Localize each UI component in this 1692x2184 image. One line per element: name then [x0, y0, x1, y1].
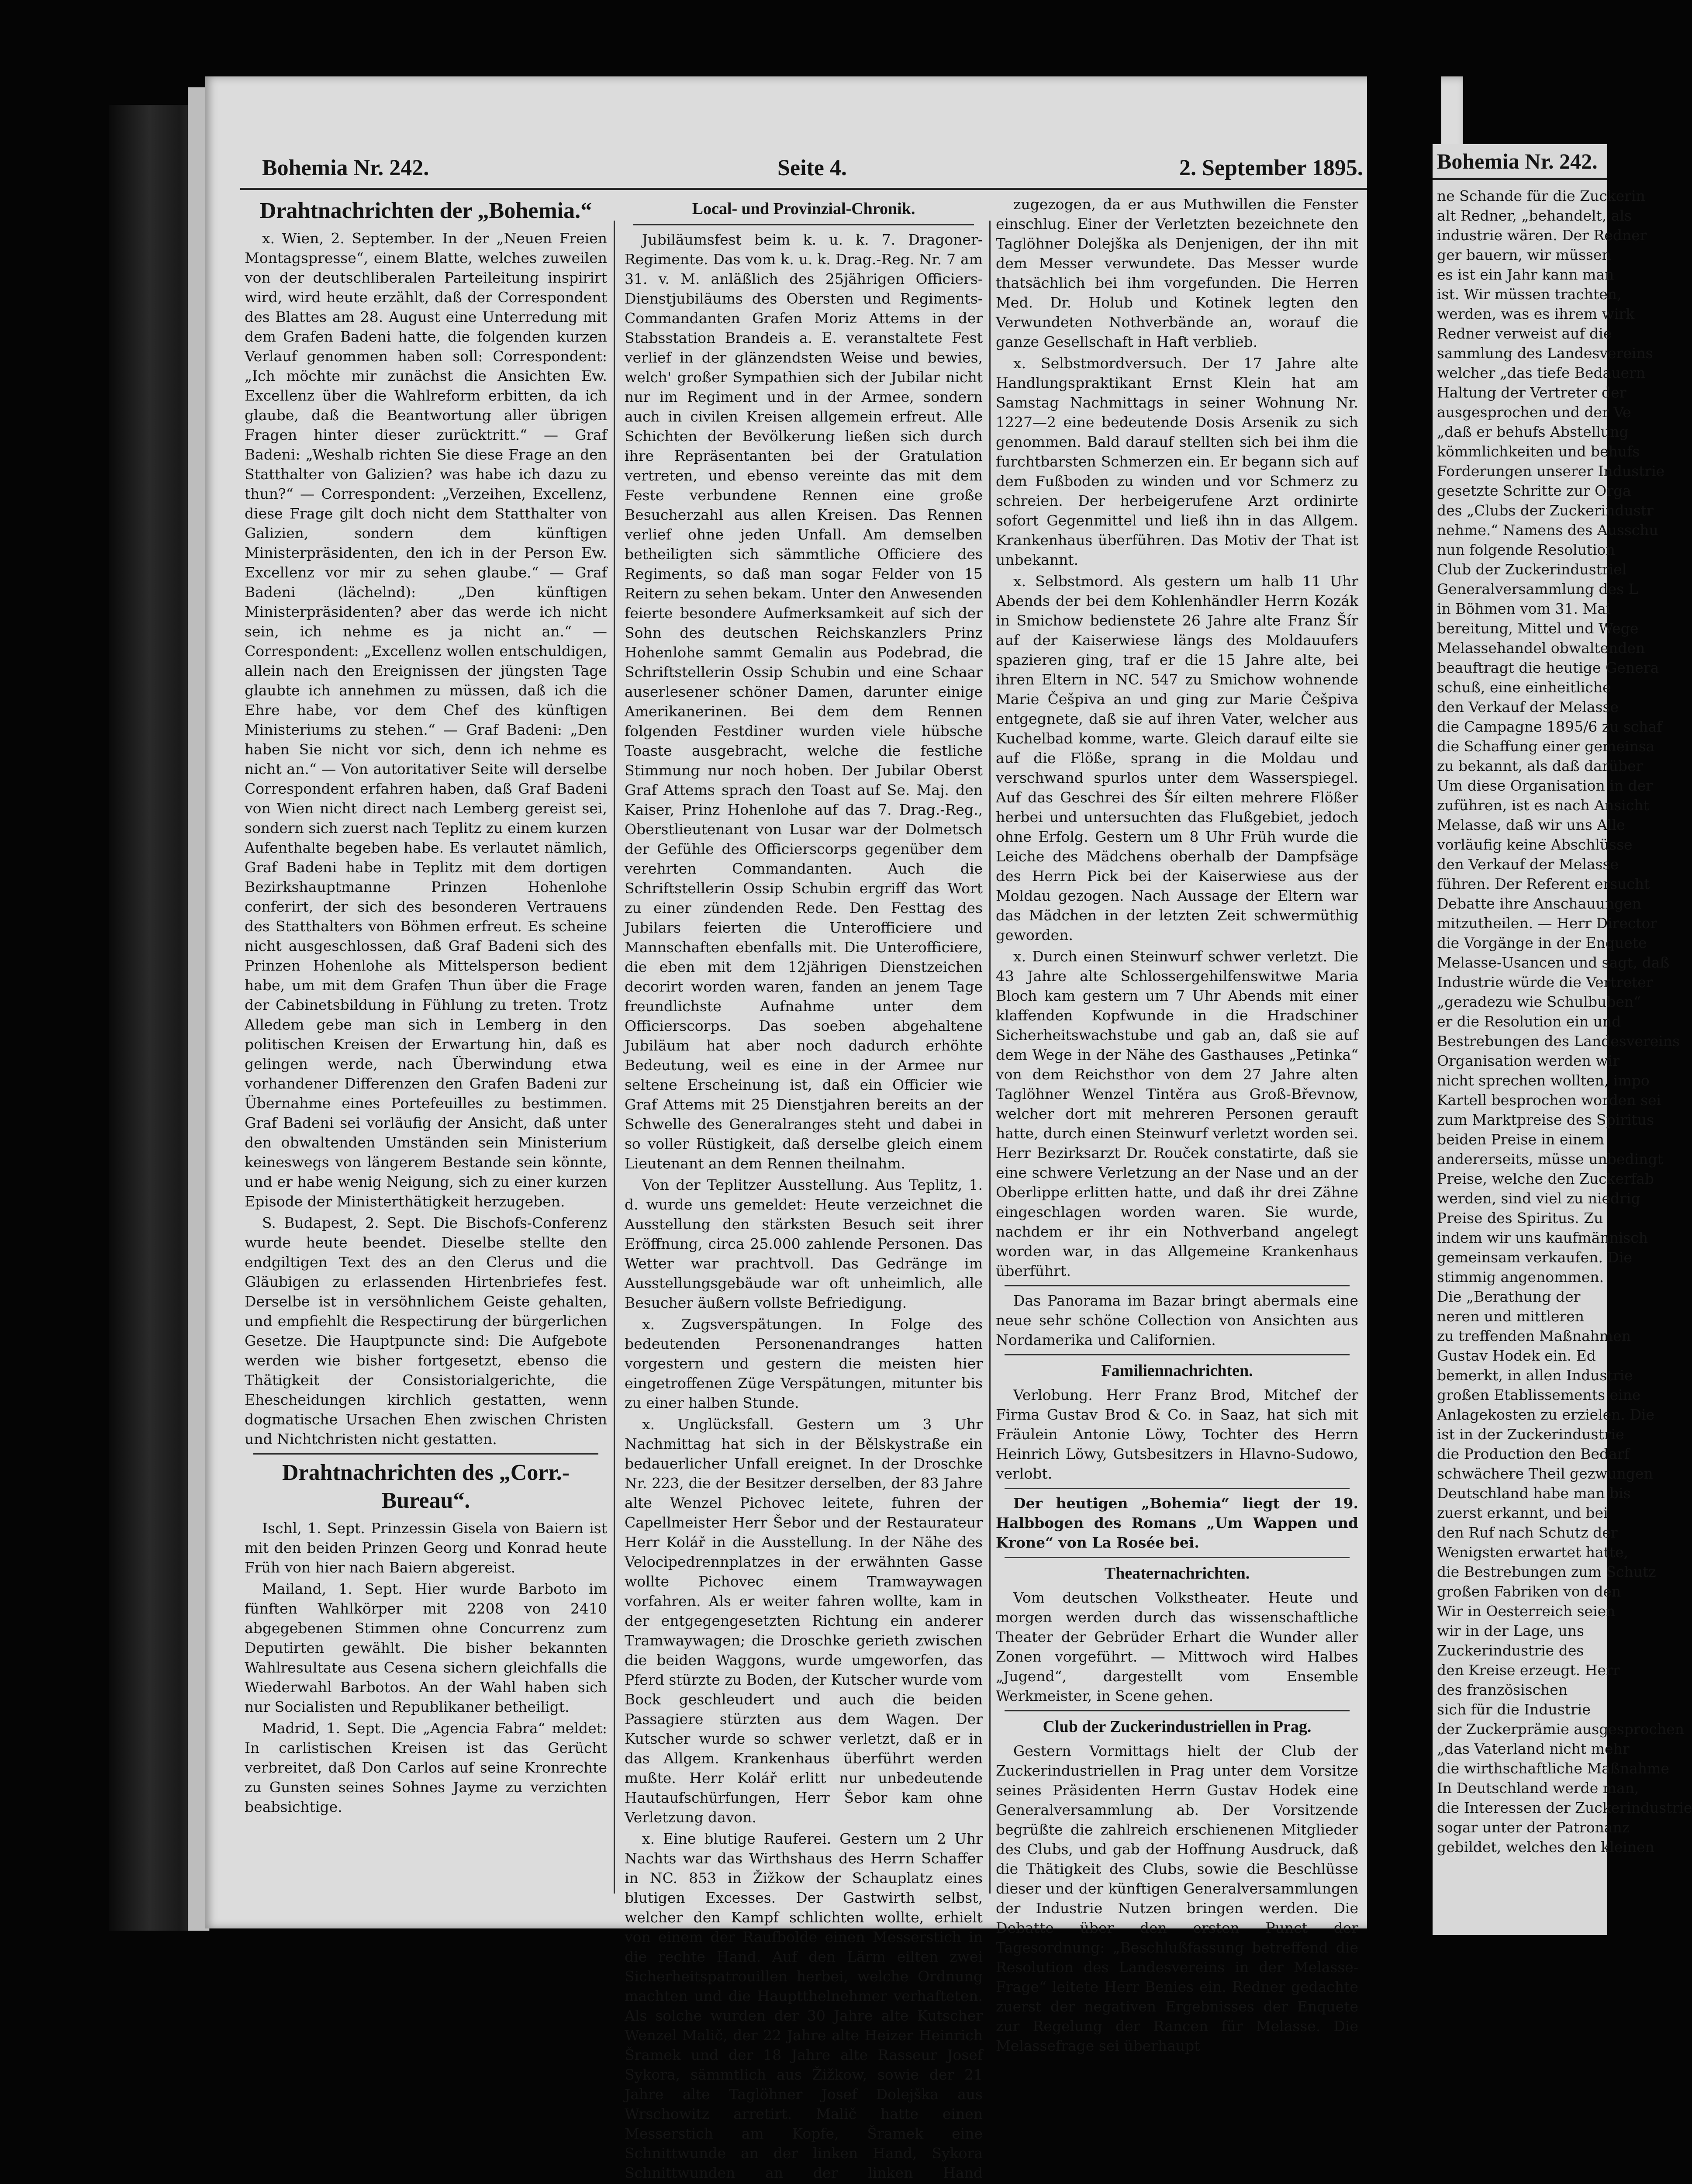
next-page-line: gebildet, welches den kleinen — [1437, 1838, 1654, 1856]
next-page-line: sogar unter der Patronanz — [1437, 1819, 1630, 1836]
next-page-rule — [1433, 178, 1607, 180]
next-page-line: den Verkauf der Melasse — [1437, 856, 1619, 873]
next-page-line: Die „Berathung der — [1437, 1288, 1581, 1305]
section-heading: Drahtnachrichten des „Corr.-Bureau“. — [282, 1460, 570, 1513]
column-divider-1 — [614, 221, 615, 1894]
next-page-line: industrie wären. Der Redner — [1437, 227, 1647, 244]
section-heading: Local- und Provinzial-Chronik. — [692, 200, 915, 218]
divider — [1005, 1557, 1350, 1558]
next-page-line: neren und mittleren — [1437, 1308, 1584, 1325]
article-paragraph: Verlobung. Herr Franz Brod, Mitchef der Firma Gustav Brod & Co. in Saaz, hat sich mit Fräulein Antonie Löwy, Tochter des Herrn Heinrich Löwy, Gutsbesitzers in Hlavno-Sudowo, verlobt. — [996, 1386, 1358, 1482]
divider — [1005, 1285, 1350, 1286]
next-page-line: Haltung der Vertreter der — [1437, 384, 1626, 401]
header-rule — [240, 188, 1446, 190]
next-page-line: bereitung, Mittel und Wege — [1437, 620, 1639, 637]
next-page-line: sich für die Industrie — [1437, 1701, 1591, 1718]
next-page-text — [1433, 186, 1692, 1857]
article-paragraph: Vom deutschen Volkstheater. Heute und morgen werden durch das wissenschaftliche Theater der Gebrüder Erhart die Wunder aller Zonen vorgeführt. — Mittwoch wird Halbes „Jugend“, dargestellt vom Ensemble Werkmeister, in Scene gehen. — [996, 1589, 1358, 1704]
next-page-line: zum Marktpreise des Spiritus — [1437, 1111, 1654, 1128]
next-page-strip — [1433, 144, 1692, 1935]
divider — [633, 224, 974, 225]
next-page-line: kömmlichkeiten und behufs — [1437, 443, 1640, 460]
next-page-line: großen Fabriken von den — [1437, 1583, 1621, 1600]
next-page-line: gemeinsam verkaufen. Die — [1437, 1249, 1633, 1266]
next-page-line: stimmig angenommen. — [1437, 1268, 1604, 1286]
next-page-line: er die Resolution ein und — [1437, 1013, 1621, 1030]
next-page-line: in Böhmen vom 31. Mai — [1437, 600, 1611, 617]
next-page-line: werden, was es ihrem wirk — [1437, 305, 1635, 322]
next-page-line: beiden Preise in einem — [1437, 1131, 1605, 1148]
article-paragraph: Madrid, 1. Sept. Die „Agencia Fabra“ meldet: In carlistischen Kreisen ist das Gerücht verbreitet, daß Don Carlos auf seine Kronrechte zu Gunsten seines Sohnes Jayme zu verzichten beabsichtige. — [245, 1720, 607, 1815]
header-left: Bohemia Nr. 242. — [262, 156, 429, 180]
next-page-line: Industrie würde die Vertreter — [1437, 974, 1653, 991]
next-page-line: schwächere Theil gezwungen — [1437, 1465, 1653, 1482]
article-paragraph: x. Wien, 2. September. In der „Neuen Freien Montagspresse“, einem Blatte, welches zuweilen von der deutschliberalen Parteileitung inspirirt wird, wird heute erzählt, daß der Correspondent des Blattes am 28. August eine Unterredung mit dem Grafen Badeni hatte, die folgenden kurzen Verlauf genommen haben soll: Correspondent: „Ich möchte mir zunächst die Ansichten Ew. Excellenz über die Wahlreform erbitten, da ich glaube, daß die Beantwortung aller übrigen Fragen hinter dieser zurücktritt.“ — Graf Badeni: „Weshalb richten Sie diese Frage an den Statthalter von Galizien? was habe ich dazu zu thun?“ — Correspondent: „Verzeihen, Excellenz, diese Frage gilt doch nicht dem Statthalter von Galizien, sondern dem künftigen Ministerpräsidenten, den ich in der Person Ew. Excellenz vor mir zu sehen glaube.“ — Graf Badeni (lächelnd): „Den künftigen Ministerpräsidenten? aber das werde ich nicht sein, ich nehme es ja nicht an.“ — Correspondent: „Excellenz wollen entschuldigen, allein nach den Ereignissen der jüngsten Tage glaubte ich annehmen zu müssen, daß ich die Ehre habe, vor dem Chef des künftigen Ministeriums zu stehen.“ — Graf Badeni: „Den haben Sie nicht vor sich, denn ich nehme es nicht an.“ — Von autoritativer Seite will derselbe Correspondent erfahren haben, daß Graf Badeni von Wien nicht direct nach Lemberg gereist sei, sondern sich zuerst nach Teplitz zu einem kurzen Aufenthalte begeben habe. Es verlautet nämlich, Graf Badeni habe in Teplitz mit dem dortigen Bezirkshauptmanne Prinzen Hohenlohe conferirt, der sich des besonderen Vertrauens des Statthalters von Böhmen erfreut. Es scheine nicht ausgeschlossen, daß Graf Badeni sich des Prinzen Hohenlohe als Mittelsperson bedient habe, um mit dem Grafen Thun über die Frage der Cabinetsbildung in Fühlung zu treten. Trotz Alledem gebe man sich in Lemberg in den politischen Kreisen der Erwartung hin, daß es gelingen werde, nach Überwindung etwa vorhandener Differenzen den Grafen Badeni zur Übernahme eines Portefeuilles zu bestimmen. Graf Badeni sei vorläufig der Ansicht, daß unter den obwaltenden Umständen sein Ministerium keineswegs von längerem Bestande sein könnte, und er habe wenig Neigung, sich zu einer kurzen Episode der Ministerthätigkeit herzugeben. — [245, 230, 607, 1210]
notice-paragraph: Der heutigen „Bohemia“ liegt der 19. Halbbogen des Romans „Um Wappen und Krone“ von La Rosée bei. — [996, 1495, 1358, 1551]
next-page-line: Redner verweist auf die — [1437, 325, 1612, 342]
next-page-line: Preise, welche den Zuckerfab — [1437, 1170, 1654, 1187]
article-paragraph: Gestern Vormittags hielt der Club der Zuckerindustriellen in Prag unter dem Vorsitze seines Präsidenten Herrn Gustav Hodek eine Generalversammlung ab. Der Vorsitzende begrüßte die zahlreich erschienenen Mitglieder des Clubs, und gab der Hoffnung Ausdruck, daß die Thätigkeit des Clubs, sowie die Beschlüsse dieser und der künftigen Generalversammlungen der Industrie Nutzen bringen werden. Die Debatte über den ersten Punct der Tagesordnung: „Beschlußfassung betreffend die Resolution des Landesvereins in der Melasse-Frage“ leitete Herr Benies ein. Redner gedachte zuerst der negativen Ergebnisses der Enquete zur Regelung der Rancen für Melasse. Die Melassefrage sei überhaupt — [996, 1742, 1358, 2054]
next-page-line: führen. Der Referent ersucht — [1437, 875, 1650, 892]
column-3 — [996, 194, 1358, 2054]
article-paragraph: x. Selbstmord. Als gestern um halb 11 Uhr Abends der bei dem Kohlenhändler Herrn Kozák in Smichow bedienstete 26 Jahre alte Franz Šír auf der Kaiserwiese längs des Moldauufers spazieren ging, traf er die 15 Jahre alte, bei ihren Eltern in NC. 547 zu Smichow wohnende Marie Češpiva an und ging zur Marie Češpiva entgegnete, daß sie auf ihren Vater, welcher aus Kuchelbad komme, warte. Gleich darauf eilte sie auf die Flöße, sprang in die Moldau und verschwand spurlos unter dem Wasserspiegel. Auf das Geschrei des Šír eilten mehrere Flößer herbei und untersuchten das Flußgebiet, jedoch ohne Erfolg. Gestern um 8 Uhr Früh wurde die Leiche des Mädchens oberhalb der Dampfsäge des Herrn Pick bei der Kaiserwiese aus der Moldau gezogen. Nach Aussage der Eltern war das Mädchen in der letzten Zeit schwermüthig geworden. — [996, 573, 1358, 943]
divider — [1005, 1354, 1350, 1355]
next-page-line: „das Vaterland nicht mehr — [1437, 1740, 1630, 1757]
next-page-line: den Ruf nach Schutz der — [1437, 1524, 1618, 1541]
section-heading: Theaternachrichten. — [1104, 1564, 1250, 1583]
next-page-line: des „Clubs der Zuckerindustr — [1437, 502, 1654, 519]
next-page-line: die Bestrebungen zum Schutz — [1437, 1563, 1656, 1580]
next-page-line: des französischen — [1437, 1681, 1568, 1698]
article-paragraph: x. Zugsverspätungen. In Folge des bedeutenden Personenandranges hatten vorgestern und gestern die meisten hier eingetroffenen Züge Verspätungen, mitunter bis zu einer halben Stunde. — [625, 1316, 983, 1411]
article-paragraph: zugezogen, da er aus Muthwillen die Fenster einschlug. Einer der Verletzten bezeichnete den Taglöhner Dolejška als Denjenigen, der ihn mit dem Messer verwundete. Das Messer wurde thatsächlich bei ihm vorgefunden. Die Herren Med. Dr. Holub und Kotinek legten den Verwundeten Nothverbände an, worauf die ganze Gesellschaft in Haft verblieb. — [996, 196, 1358, 350]
next-page-line: Melasse-Usancen und sagt, daß — [1437, 954, 1670, 971]
divider — [253, 1453, 598, 1455]
next-page-line: nicht sprechen wollten, impo — [1437, 1072, 1650, 1089]
next-page-line: die Vorgänge in der Enquete — [1437, 934, 1647, 951]
next-page-line: die Interessen der Zuckerindustrie — [1437, 1799, 1692, 1816]
next-page-header: Bohemia Nr. 242. — [1437, 149, 1598, 173]
next-page-line: welcher „das tiefe Bedauern — [1437, 364, 1646, 381]
article-paragraph: S. Budapest, 2. Sept. Die Bischofs-Conferenz wurde heute beendet. Dieselbe stellte den endgiltigen Text des an den Clerus und die Gläubigen zu erlassenden Hirtenbriefes fest. Derselbe ist in versöhnlichem Geiste gehalten, und empfiehlt die Respectirung der bürgerlichen Gesetze. Die Hauptpuncte sind: Die Aufgebote werden wie bisher fortgesetzt, ebenso die Thätigkeit der Consistorialgerichte, die Ehescheidungen kirchlich gestatten, wenn dogmatische Ursachen Ehen zwischen Christen und Nichtchristen nicht gestatten. — [245, 1214, 607, 1448]
article-paragraph: x. Eine blutige Rauferei. Gestern um 2 Uhr Nachts war das Wirthshaus des Herrn Schaffer in NC. 853 in Žižkow der Schauplatz eines blutigen Excesses. Der Gastwirth selbst, welcher den Kampf schlichten wollte, erhielt von einem der Raufbolde einen Messerstich in die rechte Hand. Auf den Lärm eilten zwei Sicherheitspatrouillen herbei, welche Ordnung machten und die Hauptthelnehmer verhafteten. Als solche wurden der 30 Jahre alte Kutscher Wenzel Malič, der 22 Jahre alte Heizer Heinrich Šramek und der 18 Jahre alte Rasseur Josef Sykora, sämmtlich aus Žižkow, sowie der 21 Jahre alte Taglöhner Josef Dolejška aus Wrschowitz arretirt. Malič hatte einen Messerstich am Kopfe, Šramek eine Schnittwunde an der linken Hand, Sykora Schnittwunden an der linken Hand — [625, 1830, 983, 2181]
article-paragraph: Jubiläumsfest beim k. u. k. 7. Dragoner-Regimente. Das vom k. u. k. Drag.-Reg. Nr. 7 am 31. v. M. anläßlich des 25jährigen Officiers-Dienstjubiläums des Obersten und Regiments-Commandanten Grafen Moriz Attems in der Stabsstation Brandeis a. E. veranstaltete Fest verlief in der glänzendsten Weise und bewies, welch' großer Sympathien sich der Jubilar nicht nur im Regiment und in der Armee, sondern auch in civilen Kreisen allgemein erfreut. Alle Schichten der Bevölkerung ließen sich durch ihre Repräsentanten bei der Gratulation vertreten, und ebenso vereinte das mit dem Feste verbundene Rennen eine große Besucherzahl aus allen Kreisen. Das Rennen verlief ohne jeden Unfall. Am demselben betheiligten sich sämmtliche Officiere des Regiments, so daß man sogar Felder von 15 Reitern zu sehen bekam. Unter den Anwesenden feierte besondere Aufmerksamkeit auf sich der Sohn des deutschen Reichskanzlers Prinz Hohenlohe sammt Gemalin aus Podebrad, die Schriftstellerin Ossip Schubin und eine Schaar auserlesener schöner Damen, darunter einige Amerikanerinen. Bei dem dem Rennen folgenden Festdiner wurden viele hübsche Toaste ausgebracht, welche die festliche Stimmung nur noch hoben. Der Jubilar Oberst Graf Attems sprach den Toast auf Se. Maj. den Kaiser, Prinz Hohenlohe auf das 7. Drag.-Reg., Oberstlieutenant von Lusar war der Dolmetsch der Gefühle des Officierscorps gegenüber dem verehrten Commandanten. Auch die Schriftstellerin Ossip Schubin ergriff das Wort zu einer zündenden Rede. Den Festtag des Jubilars feierten die Unterofficiere und Mannschaften ebenfalls mit. Die Unterofficiere, die eben mit dem 12jährigen Dienstzeichen decorirt worden waren, fanden an jenem Tage freundlichste Aufnahme unter dem Officierscorps. Das soeben abgehaltene Jubiläum hat aber noch dadurch erhöhte Bedeutung, weil es eine in der Armee nur seltene Erscheinung ist, daß ein Officier wie Graf Attems mit 25 Dienstjahren bereits an der Schwelle des Generalranges steht und dabei in so voller Rüstigkeit, daß derselbe gleich einem Lieutenant an dem Rennen theilnahm. — [625, 231, 983, 1172]
page-gap — [1367, 0, 1441, 1985]
article-paragraph: x. Durch einen Steinwurf schwer verletzt. Die 43 Jahre alte Schlossergehilfenswitwe Maria Bloch kam gestern um 7 Uhr Abends mit einer klaffenden Kopfwunde in die Hradschiner Sicherheitswachstube und gab an, daß sie auf dem Wege in der Nähe des Gasthauses „Petinka“ von dem Reichsthor von dem 27 Jahre alten Taglöhner Wenzel Tintěra aus Groß-Břevnow, welcher dort mit mehreren Personen gerauft hatte, durch einen Steinwurf verletzt worden sei. Herr Bezirksarzt Dr. Rouček constatirte, daß sie eine schwere Verletzung an der Nase und an der Oberlippe erlitten hatte, und daß ihr drei Zähne eingeschlagen worden waren. Sie wurde, nachdem er ihr ein Nothverband angelegt worden war, in das Allgemeine Krankenhaus überführt. — [996, 948, 1358, 1279]
next-page-line: den Verkauf der Melasse — [1437, 698, 1619, 715]
next-page-line: großen Etablissements eine — [1437, 1386, 1641, 1403]
next-page-line: ne Schande für die Zuckerin — [1437, 187, 1645, 204]
column-1 — [245, 194, 607, 1894]
next-page-line: Bestrebungen des Landesvereins — [1437, 1033, 1680, 1050]
next-page-line: „daß er behufs Abstellung — [1437, 423, 1629, 440]
article-paragraph: Mailand, 1. Sept. Hier wurde Barboto im fünften Wahlkörper mit 2208 von 2410 abgegebenen Stimmen ohne Concurrenz zum Deputirten gewählt. Die bisher bekannten Wahlresultate aus Cesena sichern gleichfalls die Wiederwahl Barbotos. An der Wahl haben sich nur Socialisten und Republikaner betheiligt. — [245, 1580, 607, 1715]
next-page-line: Wir in Oesterreich seien — [1437, 1603, 1616, 1620]
article-paragraph: Das Panorama im Bazar bringt abermals eine neue sehr schöne Collection von Ansichten aus Nordamerika und Californien. — [996, 1292, 1358, 1348]
next-page-line: die wirthschaftliche Maßnahme — [1437, 1760, 1669, 1777]
article-paragraph: x. Unglücksfall. Gestern um 3 Uhr Nachmittag hat sich in der Bělskystraße ein bedauerlicher Unfall ereignet. In der Droschke Nr. 223, die der Besitzer derselben, der 83 Jahre alte Wenzel Pichovec leitete, fuhren der Capellmeister Herr Šebor und der Restaurateur Herr Kolář in die Ausstellung. In der Nähe des Velocipedrennplatzes in der erwähnten Gasse wollte Pichovec einem Tramwaywagen vorfahren. Als er weiter fahren wollte, kam in der entgegengesetzten Richtung ein anderer Tramwaywagen; die Droschke gerieth zwischen die beiden Waggons, wurde umgeworfen, das Pferd stürzte zu Boden, der Kutscher wurde vom Bock geschleudert und auch die beiden Passagiere stürzten aus dem Wagen. Der Kutscher wurde so schwer verletzt, daß er in das Allgem. Krankenhaus überführt werden mußte. Herr Kolář erlitt nur unbedeutende Hautaufschürfungen, Herr Šebor kam ohne Verletzung davon. — [625, 1416, 983, 1826]
next-page-line: mitzutheilen. — Herr Director — [1437, 915, 1657, 932]
next-page-line: zuführen, ist es nach Ansicht — [1437, 797, 1649, 814]
section-heading: Drahtnachrichten der „Bohemia.“ — [259, 198, 592, 223]
next-page-line: Generalversammlung des L — [1437, 581, 1638, 598]
header-right: 2. September 1895. — [1179, 156, 1363, 180]
next-page-line: In Deutschland werde man, — [1437, 1780, 1639, 1797]
newspaper-page — [205, 76, 1463, 2181]
next-page-line: den Kreise erzeugt. Herr — [1437, 1662, 1620, 1679]
next-page-line: Um diese Organisation in der — [1437, 777, 1653, 794]
next-page-line: Kartell besprochen worden sei — [1437, 1092, 1661, 1109]
next-page-line: werden, sind viel zu niedrig — [1437, 1190, 1640, 1207]
article-paragraph: Von der Teplitzer Ausstellung. Aus Teplitz, 1. d. wurde uns gemeldet: Heute verzeichnet die Ausstellung den stärksten Besuch seit ihrer Eröffnung, circa 25.000 zahlende Personen. Das Wetter war prachtvoll. Das Gedränge im Ausstellungsgebäude war oft unheimlich, alle Besucher äußern vollste Befriedigung. — [625, 1176, 983, 1311]
next-page-line: beauftragt die heutige Genera — [1437, 659, 1659, 676]
next-page-line: ist. Wir müssen trachten, — [1437, 286, 1622, 303]
next-page-line: ger bauern, wir müssen — [1437, 246, 1611, 263]
divider — [1005, 1710, 1350, 1711]
next-page-line: Deutschland habe man bis — [1437, 1485, 1631, 1502]
next-page-line: „geradezu wie Schulbuben“ — [1437, 993, 1641, 1010]
next-page-line: Forderungen unserer Industrie — [1437, 463, 1665, 480]
header-center: Seite 4. — [777, 156, 847, 180]
page-header — [205, 76, 1463, 180]
next-page-line: indem wir uns kaufmännisch — [1437, 1229, 1648, 1246]
next-page-line: Anlagekosten zu erzielen. Die — [1437, 1406, 1655, 1423]
next-page-line: Organisation werden wir — [1437, 1052, 1619, 1069]
next-page-line: der Zuckerprämie ausgesprochen — [1437, 1721, 1685, 1738]
article-paragraph: Ischl, 1. Sept. Prinzessin Gisela von Baiern ist mit den beiden Prinzen Georg und Konrad heute Früh von hier nach Baiern abgereist. — [245, 1520, 607, 1576]
next-page-line: sammlung des Landesvereins — [1437, 345, 1653, 362]
next-page-line: Club der Zuckerindustriel — [1437, 561, 1627, 578]
next-page-line: ist in der Zuckerindustrie — [1437, 1426, 1624, 1443]
next-page-line: wir in der Lage, uns — [1437, 1622, 1584, 1639]
section-heading: Familiennachrichten. — [1101, 1362, 1253, 1380]
next-page-line: die Campagne 1895/6 zu schaf — [1437, 718, 1662, 735]
column-2 — [625, 194, 983, 2181]
next-page-line: andererseits, müsse unbedingt — [1437, 1151, 1663, 1168]
next-page-line: nehme.“ Namens des Ausschu — [1437, 522, 1658, 539]
next-page-line: gesetzte Schritte zur Orga — [1437, 482, 1631, 499]
next-page-line: ausgesprochen und der Ve — [1437, 404, 1631, 421]
article-paragraph: x. Selbstmordversuch. Der 17 Jahre alte Handlungspraktikant Ernst Klein hat am Samstag Nachmittags in seiner Wohnung Nr. 1227—2 eine bedeutende Dosis Arsenik zu sich genommen. Bald darauf stellten sich bei ihm die furchtbarsten Schmerzen ein. Er begann sich auf dem Fußboden zu winden und vor Schmerz zu schreien. Der herbeigerufene Arzt ordinirte sofort Gegenmittel und ließ ihn in das Allgem. Krankenhaus überführen. Das Motiv der That ist unbekannt. — [996, 355, 1358, 568]
next-page-line: bemerkt, in allen Industrie — [1437, 1367, 1633, 1384]
column-divider-2 — [989, 221, 991, 1894]
next-page-line: nun folgende Resolution — [1437, 541, 1615, 558]
next-page-line: Melassehandel obwaltenden — [1437, 639, 1645, 657]
next-page-line: Preise des Spiritus. Zu — [1437, 1209, 1603, 1227]
next-page-line: Gustav Hodek ein. Ed — [1437, 1347, 1596, 1364]
next-page-line: schuß, eine einheitliche — [1437, 679, 1611, 696]
next-page-line: die Production den Bedarf — [1437, 1445, 1630, 1462]
next-page-line: die Schaffung einer gemeinsa — [1437, 738, 1655, 755]
section-heading: Club der Zuckerindustriellen in Prag. — [1043, 1717, 1312, 1736]
next-page-line: zu bekannt, als daß darüber — [1437, 757, 1643, 774]
next-page-line: Wenigsten erwartet hatte, — [1437, 1544, 1629, 1561]
next-page-line: zuerst erkannt, und bei — [1437, 1504, 1608, 1521]
next-page-line: vorläufig keine Abschlüsse — [1437, 836, 1633, 853]
next-page-line: Melasse, daß wir uns Alle — [1437, 816, 1625, 833]
next-page-line: zu treffenden Maßnahmen — [1437, 1327, 1631, 1344]
divider — [1005, 1488, 1350, 1489]
next-page-line: Debatte ihre Anschauungen — [1437, 895, 1642, 912]
next-page-line: Zuckerindustrie des — [1437, 1642, 1584, 1659]
next-page-line: alt Redner, „behandelt, als — [1437, 207, 1632, 224]
next-page-line: es ist ein Jahr kann man — [1437, 266, 1614, 283]
